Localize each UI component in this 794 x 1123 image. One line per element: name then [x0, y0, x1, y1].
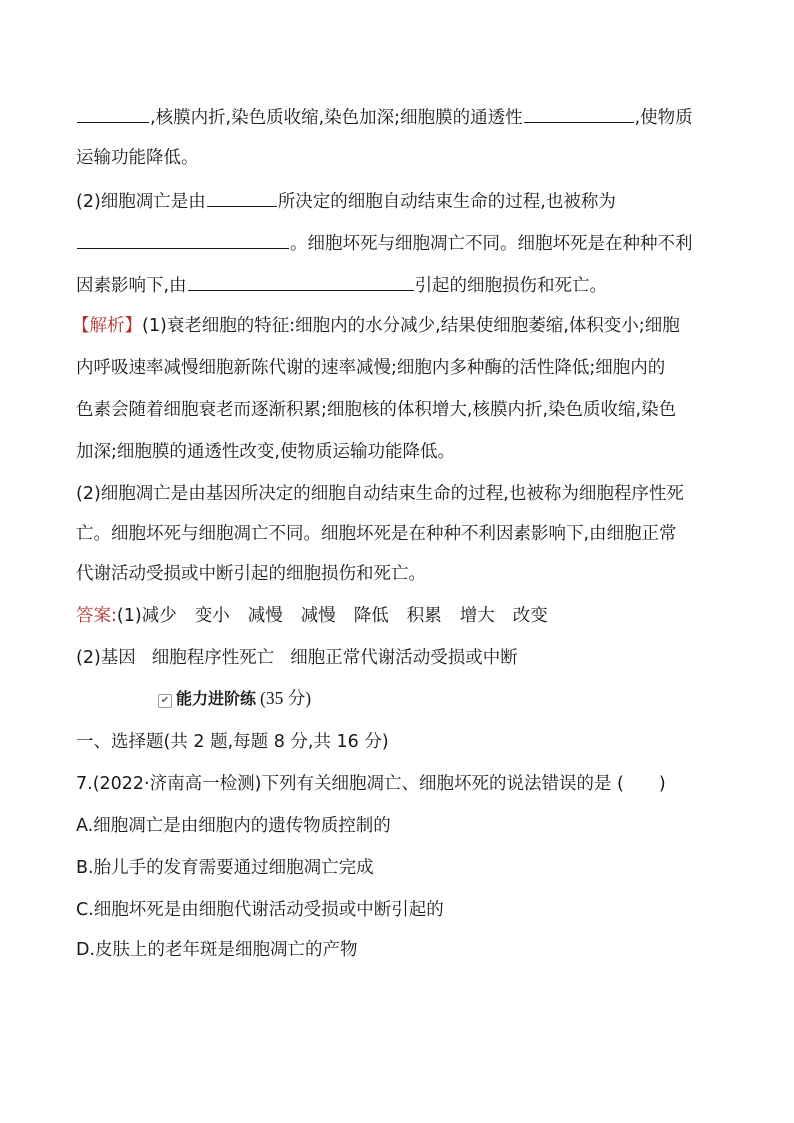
- answer-blank[interactable]: [524, 104, 634, 123]
- answer-item: 改变: [512, 606, 548, 626]
- answer-item: 减慢: [300, 606, 336, 626]
- text-segment: 所决定的细胞自动结束生命的过程,也被称为: [277, 192, 616, 212]
- answer-item: 细胞正常代谢活动受损或中断: [290, 648, 518, 668]
- section-title: 能力进阶练: [176, 689, 257, 708]
- answer-item: 基因: [100, 648, 136, 668]
- option-c[interactable]: C.细胞坏死是由细胞代谢活动受损或中断引起的: [76, 900, 444, 920]
- answer-line-2: [76, 646, 518, 670]
- check-icon: ✔: [158, 694, 172, 708]
- answer-item: 减慢: [247, 606, 283, 626]
- section-header: [158, 686, 311, 711]
- option-d[interactable]: D.皮肤上的老年斑是细胞凋亡的产物: [76, 940, 358, 960]
- analysis-line: 色素会随着细胞衰老而逐渐积累;细胞核的体积增大,核膜内折,染色质收缩,染色: [76, 400, 677, 420]
- text-segment: 。细胞坏死与细胞凋亡不同。细胞坏死是在种种不利: [290, 234, 693, 254]
- answer-blank[interactable]: [77, 230, 289, 249]
- answer-item: 增大: [459, 606, 495, 626]
- answer-prefix: (2): [76, 648, 101, 668]
- analysis-line: (2)细胞凋亡是由基因所决定的细胞自动结束生命的过程,也被称为细胞程序性死: [76, 484, 684, 504]
- answer-blank[interactable]: [188, 272, 414, 291]
- text-segment: ,核膜内折,染色质收缩,染色加深;细胞膜的通透性: [150, 108, 523, 128]
- option-a[interactable]: A.细胞凋亡是由细胞内的遗传物质控制的: [76, 816, 391, 836]
- answer-item: 降低: [353, 606, 389, 626]
- question-stem: 7.(2022·济南高一检测)下列有关细胞凋亡、细胞坏死的说法错误的是 ( ): [76, 774, 666, 794]
- analysis-line: 内呼吸速率减慢细胞新陈代谢的速率减慢;细胞内多种酶的活性降低;细胞内的: [76, 358, 666, 378]
- answer-prefix: (1): [116, 606, 142, 626]
- answer-blank[interactable]: [77, 104, 149, 123]
- analysis-line: 加深;细胞膜的通透性改变,使物质运输功能降低。: [76, 442, 455, 462]
- text-segment: 因素影响下,由: [76, 276, 187, 296]
- answer-item: 细胞程序性死亡: [151, 648, 275, 668]
- fill-line-4: [76, 230, 693, 256]
- fill-line-5: [76, 272, 607, 298]
- answer-tag: 答案:: [76, 606, 117, 626]
- analysis-tag: 【解析】: [72, 316, 142, 336]
- fill-line-3: [76, 188, 616, 214]
- analysis-line: 代谢活动受损或中断引起的细胞损伤和死亡。: [76, 564, 426, 584]
- fill-line-1: [76, 104, 693, 130]
- text-segment: 引起的细胞损伤和死亡。: [414, 276, 608, 296]
- text-segment: (2)细胞凋亡是由: [76, 192, 206, 212]
- answer-item: 积累: [406, 606, 442, 626]
- option-b[interactable]: B.胎儿手的发育需要通过细胞凋亡完成: [76, 858, 374, 878]
- analysis-line: 亡。细胞坏死与细胞凋亡不同。细胞坏死是在种种不利因素影响下,由细胞正常: [76, 524, 677, 544]
- text-segment: ,使物质: [634, 108, 693, 128]
- answer-item: 减少: [141, 606, 177, 626]
- fill-line-2: 运输功能降低。: [76, 148, 199, 168]
- section-score: (35 分): [260, 688, 312, 708]
- answer-item: 变小: [194, 606, 230, 626]
- analysis-text: (1)衰老细胞的特征:细胞内的水分减少,结果使细胞萎缩,体积变小;细胞: [142, 316, 680, 336]
- analysis-line: [72, 314, 680, 338]
- answer-blank[interactable]: [207, 188, 277, 207]
- answer-line-1: [76, 604, 548, 628]
- question-type-heading: 一、选择题(共 2 题,每题 8 分,共 16 分): [76, 732, 389, 752]
